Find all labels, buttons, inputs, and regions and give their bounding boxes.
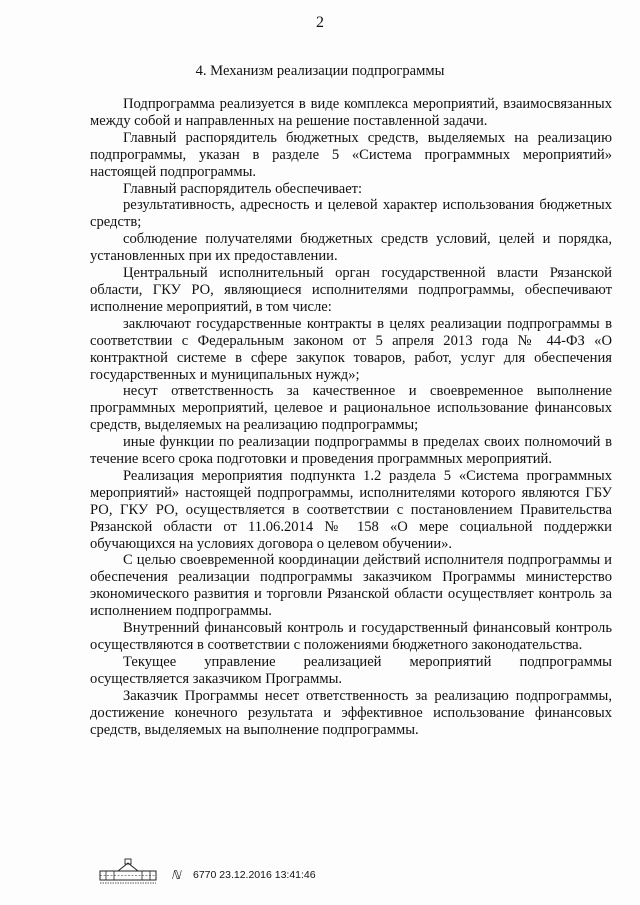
building-stamp-icon: [98, 857, 158, 885]
document-body: [90, 96, 612, 738]
paragraph: несут ответственность за качественное и своевременное выполнение программных мероприятий, целевое и рациональное использование финансовых средств, выделяемых на реализацию подпрограммы;: [90, 383, 612, 434]
paragraph: Внутренний финансовый контроль и государственный финансовый контроль осуществляются в соответствии с положениями бюджетного законодательства.: [90, 620, 612, 653]
registration-footer: [98, 855, 358, 895]
page-number: 2: [316, 14, 324, 31]
paragraph: соблюдение получателями бюджетных средств условий, целей и порядка, установленных при их предоставлении.: [90, 231, 612, 265]
paragraph: результативность, адресность и целевой характер использования бюджетных средств;: [90, 197, 612, 231]
paragraph: Подпрограмма реализуется в виде комплекса мероприятий, взаимосвязанных между собой и направленных на решение поставленной задачи.: [90, 96, 612, 129]
paragraph: Главный распорядитель обеспечивает:: [123, 180, 363, 197]
section-title: 4. Механизм реализации подпрограммы: [195, 63, 445, 79]
paragraph: Реализация мероприятия подпункта 1.2 раздела 5 «Система программных мероприятий» настоящей подпрограммы, исполнителями которого являются ГБУ РО, ГКУ РО, осуществляется в соответствии с постановлением Правительства Рязанской области от 11.06.2014 № 158 «О мере социальной поддержки обучающихся на условиях договора о целевом обучении».: [90, 467, 612, 552]
paragraph: Заказчик Программы несет ответственность за реализацию подпрограммы, достижение конечного результата и эффективное использование финансовых средств, выделяемых на выполнение подпрограммы.: [90, 687, 612, 738]
paragraph: иные функции по реализации подпрограммы в пределах своих полномочий в течение всего срока подготовки и проведения программных мероприятий.: [90, 434, 612, 468]
registration-mark: ℕ: [171, 868, 181, 882]
paragraph: Центральный исполнительный орган государственной власти Рязанской области, ГКУ РО, являющиеся исполнителями подпрограммы, обеспечивают исполнение мероприятий, в том числе:: [90, 265, 612, 315]
paragraph: заключают государственные контракты в целях реализации подпрограммы в соответствии с Федеральным законом от 5 апреля 2013 года № 44-ФЗ «О контрактной системе в сфере закупок товаров, работ, услуг для обеспечения государственных и муниципальных нужд»;: [90, 315, 612, 383]
paragraph: Главный распорядитель бюджетных средств, выделяемых на реализацию подпрограммы, указан в разделе 5 «Система программных мероприятий» настоящей подпрограммы.: [90, 129, 612, 180]
paragraph: С целью своевременной координации действий исполнителя подпрограммы и обеспечения реализации подпрограммы заказчиком Программы министерство экономического развития и торговли Рязанской области осуществляет контроль за исполнением подпрограммы.: [90, 552, 612, 620]
registration-stamp-text: 6770 23.12.2016 13:41:46: [193, 869, 316, 881]
paragraph: Текущее управление реализацией мероприятий подпрограммы осуществляется заказчиком Программы.: [90, 653, 612, 687]
